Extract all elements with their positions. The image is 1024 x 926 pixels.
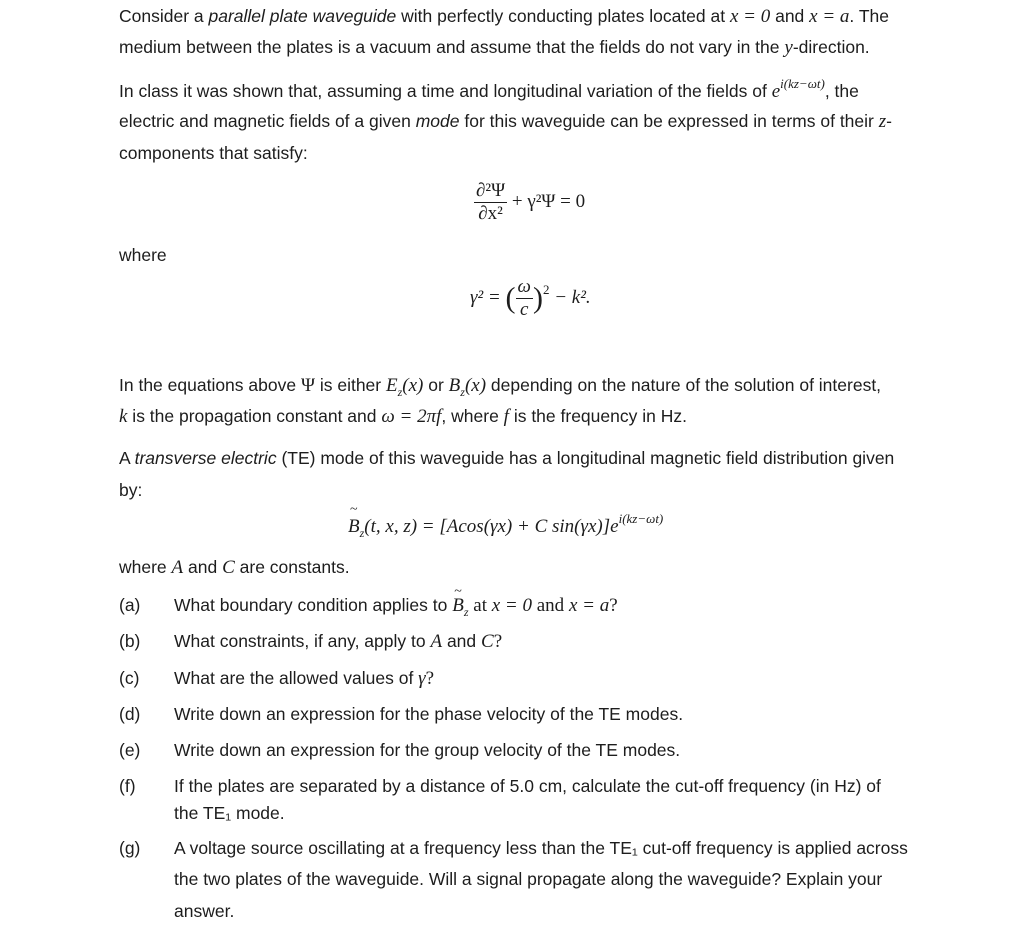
question-g-text: A voltage source oscillating at a frequency less than the TE₁ cut-off frequency is applied across (174, 838, 908, 858)
question-f-text: If the plates are separated by a distance of 5.0 cm, calculate the cut-off frequency (in Hz) of (174, 776, 881, 796)
question-d-label: (d) (119, 704, 141, 724)
question-g-text-3: answer. (174, 901, 235, 921)
gamma-equation: γ² = ( $\frac{\omega}{c}$ )$^2$ − k². (470, 276, 591, 320)
intro-line-1: Consider a parallel plate waveguide with perfectly conducting plates located at x = 0 and x = a. The (119, 6, 889, 27)
para3-line-2: k is the propagation constant and ω = 2πf, where f is the frequency in Hz. (119, 406, 687, 427)
question-c-label: (c) (119, 668, 140, 688)
question-a-label: (a) (119, 595, 141, 615)
question-a-text: What boundary condition applies to ~ $B_z$ at x = 0 and x = a? (174, 594, 618, 618)
para4-line-2: by: (119, 480, 143, 500)
question-f-text-2: the TE₁ mode. (174, 803, 285, 823)
where-label: where (119, 245, 167, 265)
intro-line-3: In class it was shown that, assuming a time and longitudinal variation of the fields of $e^{i(kz-\omega t)}$, the (119, 76, 859, 102)
para4-line-1: A transverse electric (TE) mode of this waveguide has a longitudinal magnetic field distribution given (119, 448, 895, 468)
intro-line-4: electric and magnetic fields of a given mode for this waveguide can be expressed in terms of their z- (119, 111, 892, 132)
question-e-label: (e) (119, 740, 141, 760)
wave-equation: $\frac{\text{∂²Ψ}}{\text{∂x²}}$ + γ²Ψ = 0 (476, 180, 586, 224)
question-g-label: (g) (119, 838, 141, 858)
intro-line-5: components that satisfy: (119, 143, 308, 163)
question-b-label: (b) (119, 631, 141, 651)
bz-equation: ~ $B_z(t$, x, z) = [Acos(γx) + C $\sin(\gamma x)]e^{i(kz-\omega t)}$ (348, 516, 663, 538)
question-g-text-2: the two plates of the waveguide. Will a signal propagate along the waveguide? Explain your (174, 869, 883, 889)
question-c-text: What are the allowed values of γ? (174, 668, 435, 689)
question-b-text: What constraints, if any, apply to A and C? (174, 631, 503, 652)
intro-line-2: medium between the plates is a vacuum and assume that the fields do not vary in the y-direction. (119, 37, 870, 58)
constants-line: where A and C are constants. (119, 557, 350, 578)
para3-line-1: In the equations above Ψ is either $E_z(x)$ or $B_z(x)$ depending on the nature of the solution of interest, (119, 375, 882, 399)
question-f-label: (f) (119, 776, 136, 796)
question-d-text: Write down an expression for the phase velocity of the TE modes. (174, 704, 684, 724)
question-e-text: Write down an expression for the group velocity of the TE modes. (174, 740, 681, 760)
